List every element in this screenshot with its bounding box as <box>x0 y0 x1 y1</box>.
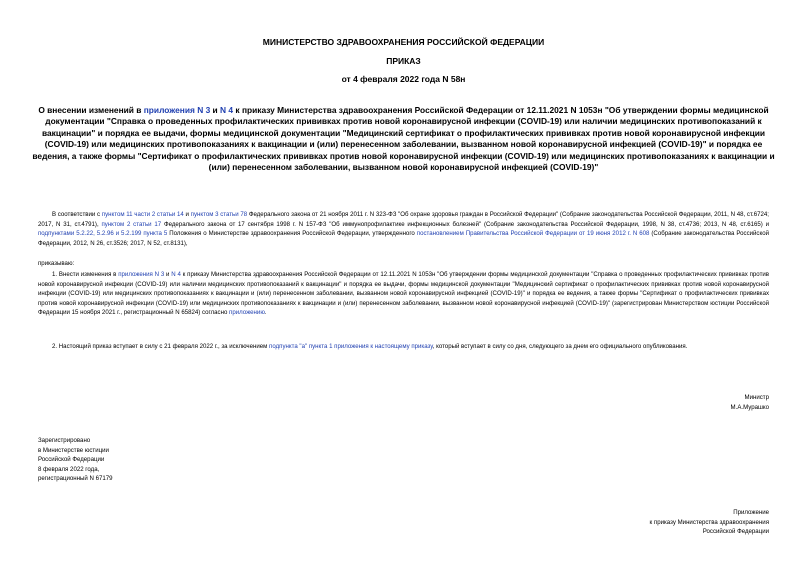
preamble-text-1: В соответствии с <box>52 211 102 218</box>
title-text-3: к приказу Министерства здравоохранения Российской Федерации от 12.11.2021 N 1053н "Об утверждении формы медицинской документации "Справка о проведенных профилактических прививках против новой коронавирусной инфекции (COVID-19) или наличии медицинских противопоказаний к вакцинации" и порядка ее выдачи, формы медицинской документации "Медицинский сертификат о профилактических прививках против новой коронавирусной инфекции (COVID-19) или медицинских противопоказаниях к вакцинации и (или) перенесенном заболевании, вызванном новой коронавирусной инфекцией (COVID-19)" и порядка ее ведения, а также формы "Сертификат о профилактических прививках против новой коронавирусной инфекции (COVID-19) или медицинских противопоказаниях к вакцинации и (или) перенесенном заболевании, вызванном новой коронавирусной инфекцией (COVID-19)" <box>32 105 775 173</box>
registration-line: 8 февраля 2022 года, <box>38 465 100 473</box>
signature-name: М.А.Мурашко <box>730 403 769 411</box>
item1-text-1: 1. Внести изменения в <box>52 271 119 278</box>
item1-text-4: . <box>264 309 267 317</box>
preamble-link-5[interactable]: постановлением Правительства Российской Федерации от 19 июня 2012 г. N 608 <box>416 230 650 238</box>
preamble-paragraph <box>38 210 769 248</box>
item2-text-1: 2. Настоящий приказ вступает в силу с 21 февраля 2022 г., за исключением <box>52 343 270 350</box>
registration-line: Российской Федерации <box>38 456 105 464</box>
appendix-line: к приказу Министерства здравоохранения <box>649 518 769 526</box>
item2-text-2: , который вступает в силу со дня, следующего за днем его официального опубликования. <box>432 343 688 350</box>
signature-block <box>731 393 769 412</box>
title-link-appendix-4[interactable]: N 4 <box>220 105 234 115</box>
doc-type-heading: ПРИКАЗ <box>386 56 421 66</box>
preamble-text-6: (Собрание законодательства Российской Федерации, 2012, N 26, ст.3526; 2017, N 52, ст.8131), <box>38 230 769 247</box>
item1-text-2: и <box>164 271 172 278</box>
document-title <box>32 105 775 173</box>
item1-link-appendix-3[interactable]: приложения N 3 <box>118 271 165 278</box>
item1-link-appendix-4[interactable]: N 4 <box>171 271 181 278</box>
preamble-text-5: Положения о Министерстве здравоохранения Российской Федерации, утвержденного <box>167 230 417 238</box>
ministry-heading: МИНИСТЕРСТВО ЗДРАВООХРАНЕНИЯ РОССИЙСКОЙ ФЕДЕРАЦИИ <box>262 37 545 47</box>
preamble-link-1[interactable]: пунктом 11 части 2 статьи 14 <box>101 211 184 218</box>
item1-text-3: к приказу Министерства здравоохранения Российской Федерации от 12.11.2021 N 1053н "Об утверждении формы медицинской документации "Справка о проведенных профилактических прививках против новой коронавирусной инфекции (COVID-19) или наличии медицинских противопоказаний к вакцинации" и порядка ее выдачи, формы медицинской документации "Медицинский сертификат о профилактических прививках против новой коронавирусной инфекции (COVID-19) или медицинских противопоказаниях к вакцинации и (или) перенесенном заболевании, вызванном новой коронавирусной инфекцией (COVID-19)" и порядка ее ведения, а также формы "Сертификат о профилактических прививках против новой коронавирусной инфекции (COVID-19) или медицинских противопоказаниях к вакцинации и (или) перенесенном заболевании, вызванном новой коронавирусной инфекцией (COVID-19)" (зарегистрирован Министерством юстиции Российской Федерации 15 ноября 2021 г., регистрационный N 65824) согласно <box>38 271 769 317</box>
title-link-appendix-3[interactable]: приложения N 3 <box>143 105 211 115</box>
preamble-link-4[interactable]: подпунктами 5.2.22, 5.2.96 и 5.2.199 пункта 5 <box>38 230 168 238</box>
registration-line: в Министерстве юстиции <box>38 446 109 454</box>
item-1-paragraph <box>38 270 769 318</box>
appendix-block <box>650 508 769 537</box>
item1-link-appendix[interactable]: приложению <box>229 309 265 317</box>
preamble-text-3: Федерального закона от 21 ноября 2011 г. N 323-ФЗ "Об охране здоровья граждан в Российской Федерации" (Собрание законодательства Российской Федерации, 2011, N 48, ст.6724; 2017, N 31, ст.4791), <box>38 211 769 228</box>
title-text-1: О внесении изменений в <box>38 105 144 115</box>
preamble-text-4: Федерального закона от 17 сентября 1998 г. N 157-ФЗ "Об иммунопрофилактике инфекционных болезней" (Собрание законодательства Российской Федерации, 1998, N 38, ст.4736; 2013, N 48, ст.6165) и <box>161 220 769 228</box>
preamble-link-2[interactable]: пунктом 3 статьи 78 <box>190 211 248 218</box>
registration-line: регистрационный N 67179 <box>38 475 113 483</box>
item2-link-subparagraph[interactable]: подпункта "а" пункта 1 приложения к настоящему приказу <box>269 343 433 350</box>
signature-position: Министр <box>744 394 769 401</box>
preamble-link-3[interactable]: пунктом 2 статьи 17 <box>101 220 162 228</box>
appendix-line: Российской Федерации <box>702 528 769 536</box>
registration-line: Зарегистрировано <box>38 437 91 444</box>
registration-block <box>38 436 113 484</box>
title-text-2: и <box>210 105 221 115</box>
order-word: приказываю: <box>38 260 75 267</box>
preamble-text-2: и <box>183 211 191 218</box>
appendix-line: Приложение <box>733 509 769 516</box>
item-2-paragraph <box>38 342 769 352</box>
date-number-heading: от 4 февраля 2022 года N 58н <box>341 74 466 84</box>
